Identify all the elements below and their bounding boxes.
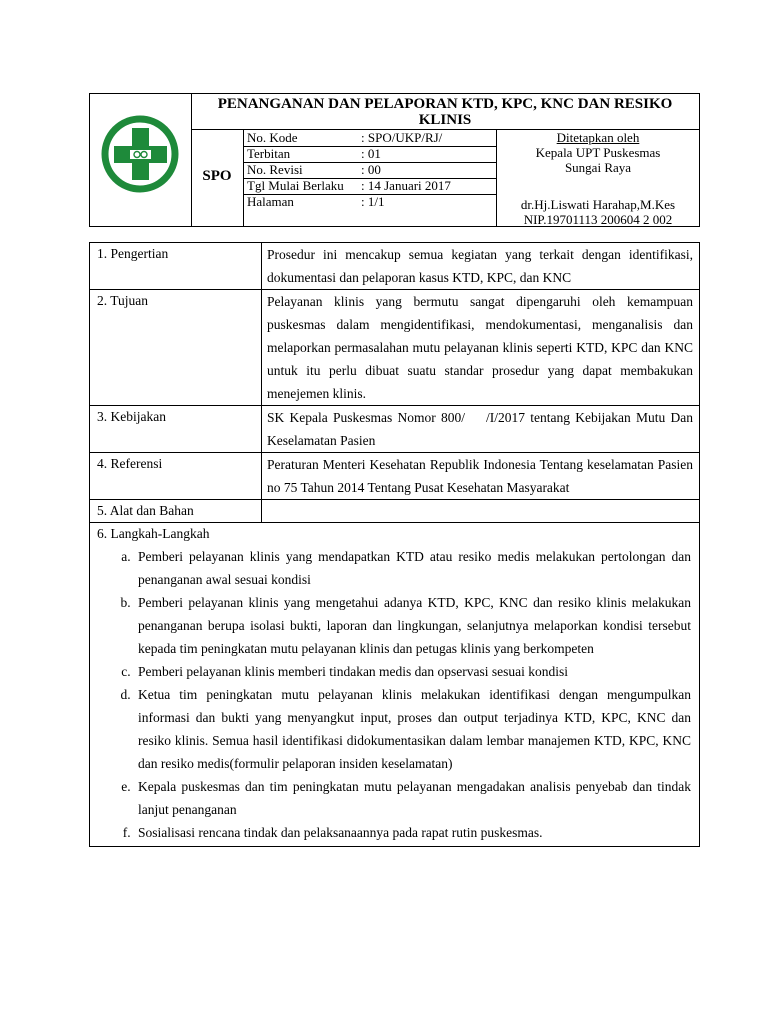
table-row bbox=[90, 406, 700, 453]
section-label: 4. Referensi bbox=[90, 453, 262, 500]
approval-nip: NIP.19701113 200604 2 002 bbox=[523, 212, 673, 227]
table-row bbox=[90, 243, 700, 290]
meta-row-tgl: Tgl Mulai Berlaku : 14 Januari 2017 bbox=[243, 178, 496, 195]
section-content bbox=[262, 500, 700, 523]
approval-label: Ditetapkan oleh bbox=[556, 130, 640, 145]
table-row bbox=[90, 500, 700, 523]
approval-block bbox=[497, 129, 699, 227]
section-content: Pelayanan klinis yang bermutu sangat dipengaruhi oleh kemampuan puskesmas dalam mengidentifikasi, mendokumentasi, menganalisis dan melaporkan permasalahan mutu pelayanan klinis seperti KTD, KPC dan KNC untuk itu perlu dibuat suatu standar prosedur yang dapat membakukan menejemen klinis. bbox=[262, 290, 700, 406]
list-item: f. Sosialisasi rencana tindak dan pelaksanaannya pada rapat rutin puskesmas. bbox=[134, 821, 691, 844]
section-content: Prosedur ini mencakup semua kegiatan yang terkait dengan identifikasi, dokumentasi dan pelaporan kasus KTD, KPC, dan KNC bbox=[262, 243, 700, 290]
spo-label: SPO bbox=[202, 168, 232, 184]
logo-cell bbox=[90, 94, 192, 226]
approval-signer: dr.Hj.Liswati Harahap,M.Kes bbox=[520, 197, 676, 212]
list-item: b. Pemberi pelayanan klinis yang mengetahui adanya KTD, KPC, KNC dan resiko klinis melakukan penanganan berupa isolasi bukti, laporan dan lingkungan, selanjutnya melaporkan kondisi tersebut kepada tim peningkatan mutu pelayanan klinis dan petugas klinis yang berkompeten bbox=[134, 591, 691, 660]
list-item: d. Ketua tim peningkatan mutu pelayanan klinis melakukan identifikasi dengan mengumpulkan informasi dan bukti yang menyangkut input, proses dan output terjadinya KTD, KPC, KNC dan resiko klinis. Semua hasil identifikasi didokumentasikan dalam lembar manajemen KTD, KPC, KNC dan resiko medis(formulir pelaporan insiden keselamatan) bbox=[134, 683, 691, 775]
meta-table bbox=[243, 129, 497, 227]
puskesmas-cross-logo-icon bbox=[90, 94, 191, 226]
list-item: a. Pemberi pelayanan klinis yang mendapatkan KTD atau resiko medis melakukan pertolongan dan penanganan awal sesuai kondisi bbox=[134, 545, 691, 591]
meta-row-kode: No. Kode : SPO/UKP/RJ/ bbox=[243, 130, 496, 147]
list-item: c. Pemberi pelayanan klinis memberi tindakan medis dan opservasi sesuai kondisi bbox=[134, 660, 691, 683]
meta-row-halaman: Halaman : 1/1 bbox=[247, 194, 385, 209]
table-row bbox=[90, 523, 700, 847]
list-item: e. Kepala puskesmas dan tim peningkatan mutu pelayanan mengadakan analisis penyebab dan tindak lanjut penanganan bbox=[134, 775, 691, 821]
section-label: 2. Tujuan bbox=[90, 290, 262, 406]
approval-office-1: Kepala UPT Puskesmas bbox=[535, 145, 661, 160]
section-label: 5. Alat dan Bahan bbox=[90, 500, 262, 523]
document-title: PENANGANAN DAN PELAPORAN KTD, KPC, KNC DAN RESIKO KLINIS bbox=[217, 96, 673, 128]
section-label: 3. Kebijakan bbox=[90, 406, 262, 453]
meta-row-revisi: No. Revisi : 00 bbox=[243, 162, 496, 179]
procedure-table bbox=[89, 242, 700, 847]
table-row bbox=[90, 290, 700, 406]
section-content: Peraturan Menteri Kesehatan Republik Indonesia Tentang keselamatan Pasien no 75 Tahun 2014 Tentang Pusat Kesehatan Masyarakat bbox=[262, 453, 700, 500]
meta-row-terbitan: Terbitan : 01 bbox=[243, 146, 496, 163]
steps-list bbox=[97, 545, 691, 844]
section-label: 1. Pengertian bbox=[90, 243, 262, 290]
approval-office-2: Sungai Raya bbox=[564, 160, 632, 175]
steps-cell bbox=[90, 523, 700, 847]
steps-heading: 6. Langkah-Langkah bbox=[97, 526, 210, 541]
table-row bbox=[90, 453, 700, 500]
spo-cell bbox=[191, 129, 244, 227]
document-header bbox=[89, 93, 700, 227]
section-content: SK Kepala Puskesmas Nomor 800/ /I/2017 tentang Kebijakan Mutu Dan Keselamatan Pasien bbox=[262, 406, 700, 453]
